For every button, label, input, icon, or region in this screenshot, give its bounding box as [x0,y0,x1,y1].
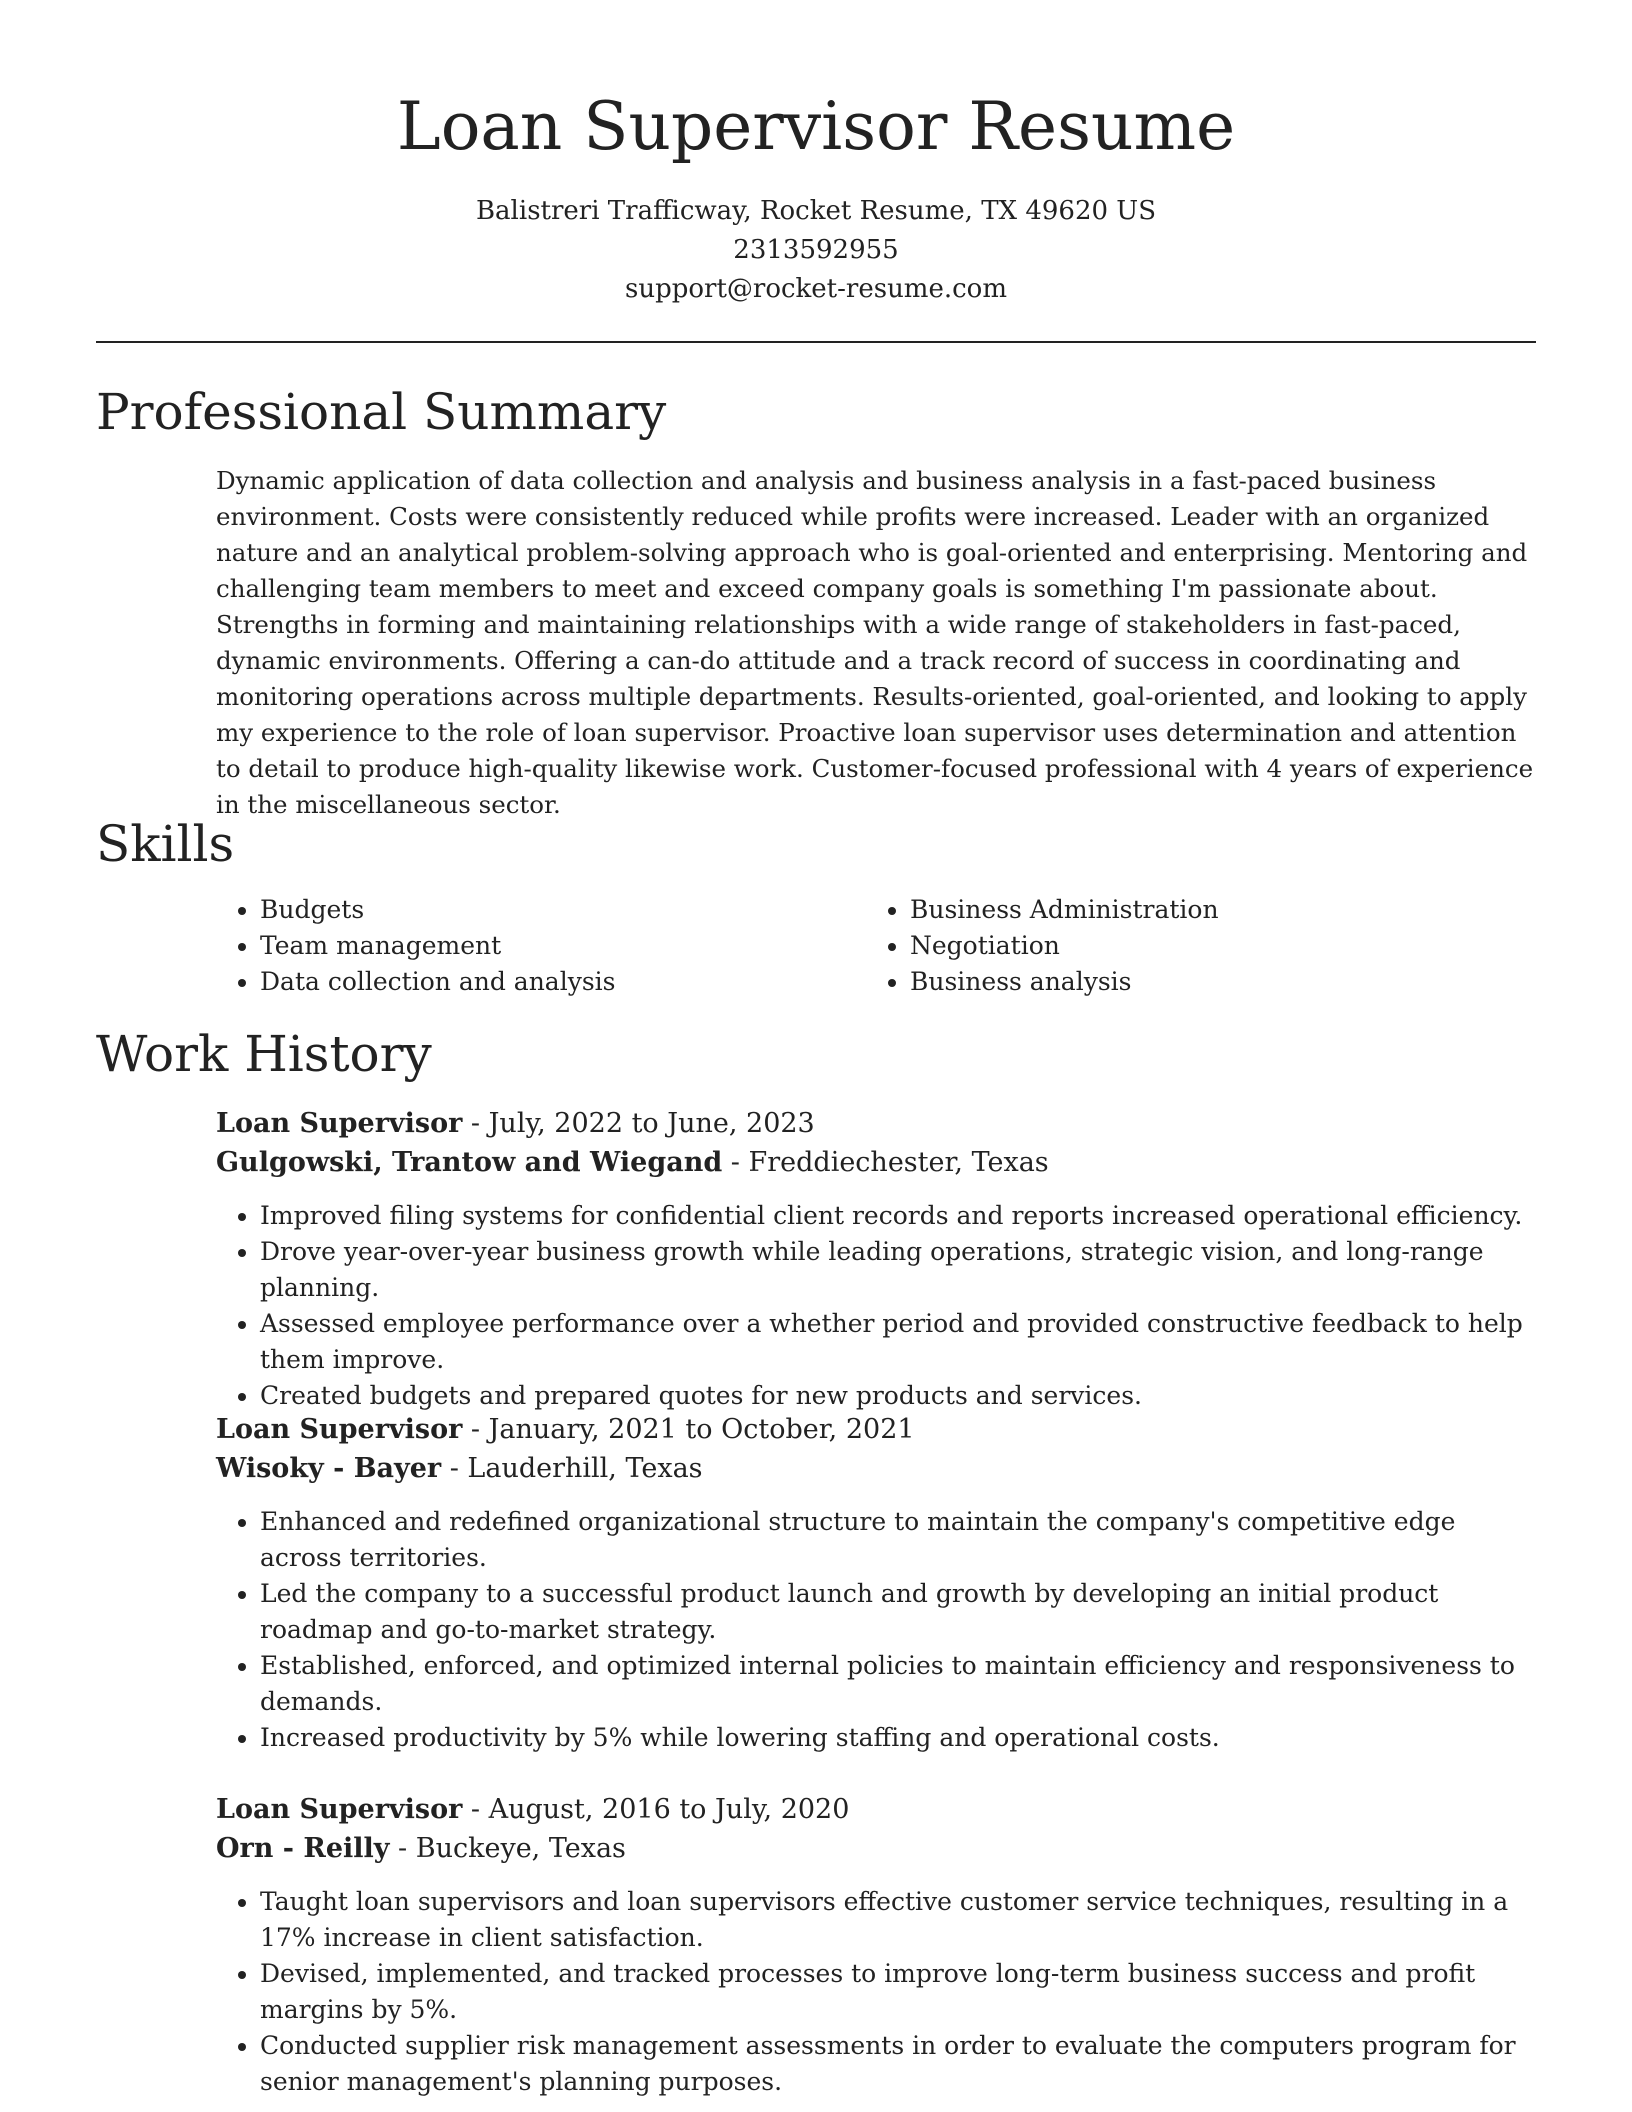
contact-email: support@rocket-resume.com [624,274,1007,304]
job-bullets [216,1198,1540,1414]
skills-list [216,892,1536,1000]
skill-item: • Negotiation [910,928,1516,964]
job-bullet: • Increased productivity by 5% while lowering staffing and operational costs. [260,1720,1540,1756]
job-bullet: • Improved filing systems for confidential client records and reports increased operational efficiency. [260,1198,1540,1234]
job-role: Loan Supervisor [216,1794,463,1825]
job-dates: - January, 2021 to October, 2021 [462,1414,915,1445]
job-company: Wisoky - Bayer [216,1453,442,1484]
contact-info [0,192,1632,309]
job-bullet: • Taught loan supervisors and loan supervisors effective customer service techniques, resulting in a 17% increase in client satisfaction. [260,1884,1540,1956]
work-history-heading: Work History [96,1025,432,1083]
job-role: Loan Supervisor [216,1414,463,1445]
job-bullet: • Assessed employee performance over a whether period and provided constructive feedback to help them improve. [260,1306,1540,1378]
job-location: - Lauderhill, Texas [441,1453,703,1484]
job-company-line [216,1829,1540,1868]
contact-phone: 2313592955 [733,235,899,265]
job-title-line [216,1790,1540,1829]
job-entry [216,1410,1540,1756]
job-bullet: • Drove year-over-year business growth while leading operations, strategic vision, and long-range planning. [260,1234,1540,1306]
job-entry [216,1790,1540,2100]
job-company: Orn - Reilly [216,1833,390,1864]
summary-text: Dynamic application of data collection and analysis and business analysis in a fast-paced business environment. Costs were consistently reduced while profits were increased. Leader with an organized nature and an analytical problem-solving approach who is goal-oriented and enterprising. Mentoring and challenging team members to meet and exceed company goals is something I'm passionate about. Strengths in forming and maintaining relationships with a wide range of stakeholders in fast-paced, dynamic environments. Offering a can-do attitude and a track record of success in coordinating and monitoring operations across multiple departments. Results-oriented, goal-oriented, and looking to apply my experience to the role of loan supervisor. Proactive loan supervisor uses determination and attention to detail to produce high-quality likewise work. Customer-focused professional with 4 years of experience in the miscellaneous sector. [216,466,1534,819]
job-bullets [216,1504,1540,1756]
summary-heading: Professional Summary [96,383,667,441]
skill-item: • Data collection and analysis [260,964,866,1000]
job-bullet: • Led the company to a successful product launch and growth by developing an initial product roadmap and go-to-market strategy. [260,1576,1540,1648]
job-bullet: • Created budgets and prepared quotes for new products and services. [260,1378,1540,1414]
contact-address: Balistreri Trafficway, Rocket Resume, TX 49620 US [475,196,1157,226]
header-divider [96,341,1536,343]
job-company-line [216,1143,1540,1182]
job-dates: - August, 2016 to July, 2020 [462,1794,850,1825]
job-bullets [216,1884,1540,2100]
job-bullet: • Established, enforced, and optimized internal policies to maintain efficiency and responsiveness to demands. [260,1648,1540,1720]
skill-item: • Budgets [260,892,866,928]
skill-item: • Business Administration [910,892,1516,928]
skills-heading: Skills [96,815,235,873]
job-title-line [216,1410,1540,1449]
skill-item: • Team management [260,928,866,964]
resume-title: Loan Supervisor Resume [396,88,1236,165]
job-bullet: • Conducted supplier risk management assessments in order to evaluate the computers program for senior management's planning purposes. [260,2028,1540,2100]
job-company: Gulgowski, Trantow and Wiegand [216,1147,723,1178]
job-bullet: • Devised, implemented, and tracked processes to improve long-term business success and profit margins by 5%. [260,1956,1540,2028]
skills-column-right [866,892,1516,1000]
job-location: - Buckeye, Texas [389,1833,626,1864]
job-entry [216,1104,1540,1414]
skill-item: • Business analysis [910,964,1516,1000]
job-title-line [216,1104,1540,1143]
skills-column-left [216,892,866,1000]
job-role: Loan Supervisor [216,1108,463,1139]
job-dates: - July, 2022 to June, 2023 [462,1108,815,1139]
job-location: - Freddiechester, Texas [722,1147,1049,1178]
job-bullet: • Enhanced and redefined organizational structure to maintain the company's competitive edge across territories. [260,1504,1540,1576]
job-company-line [216,1449,1540,1488]
